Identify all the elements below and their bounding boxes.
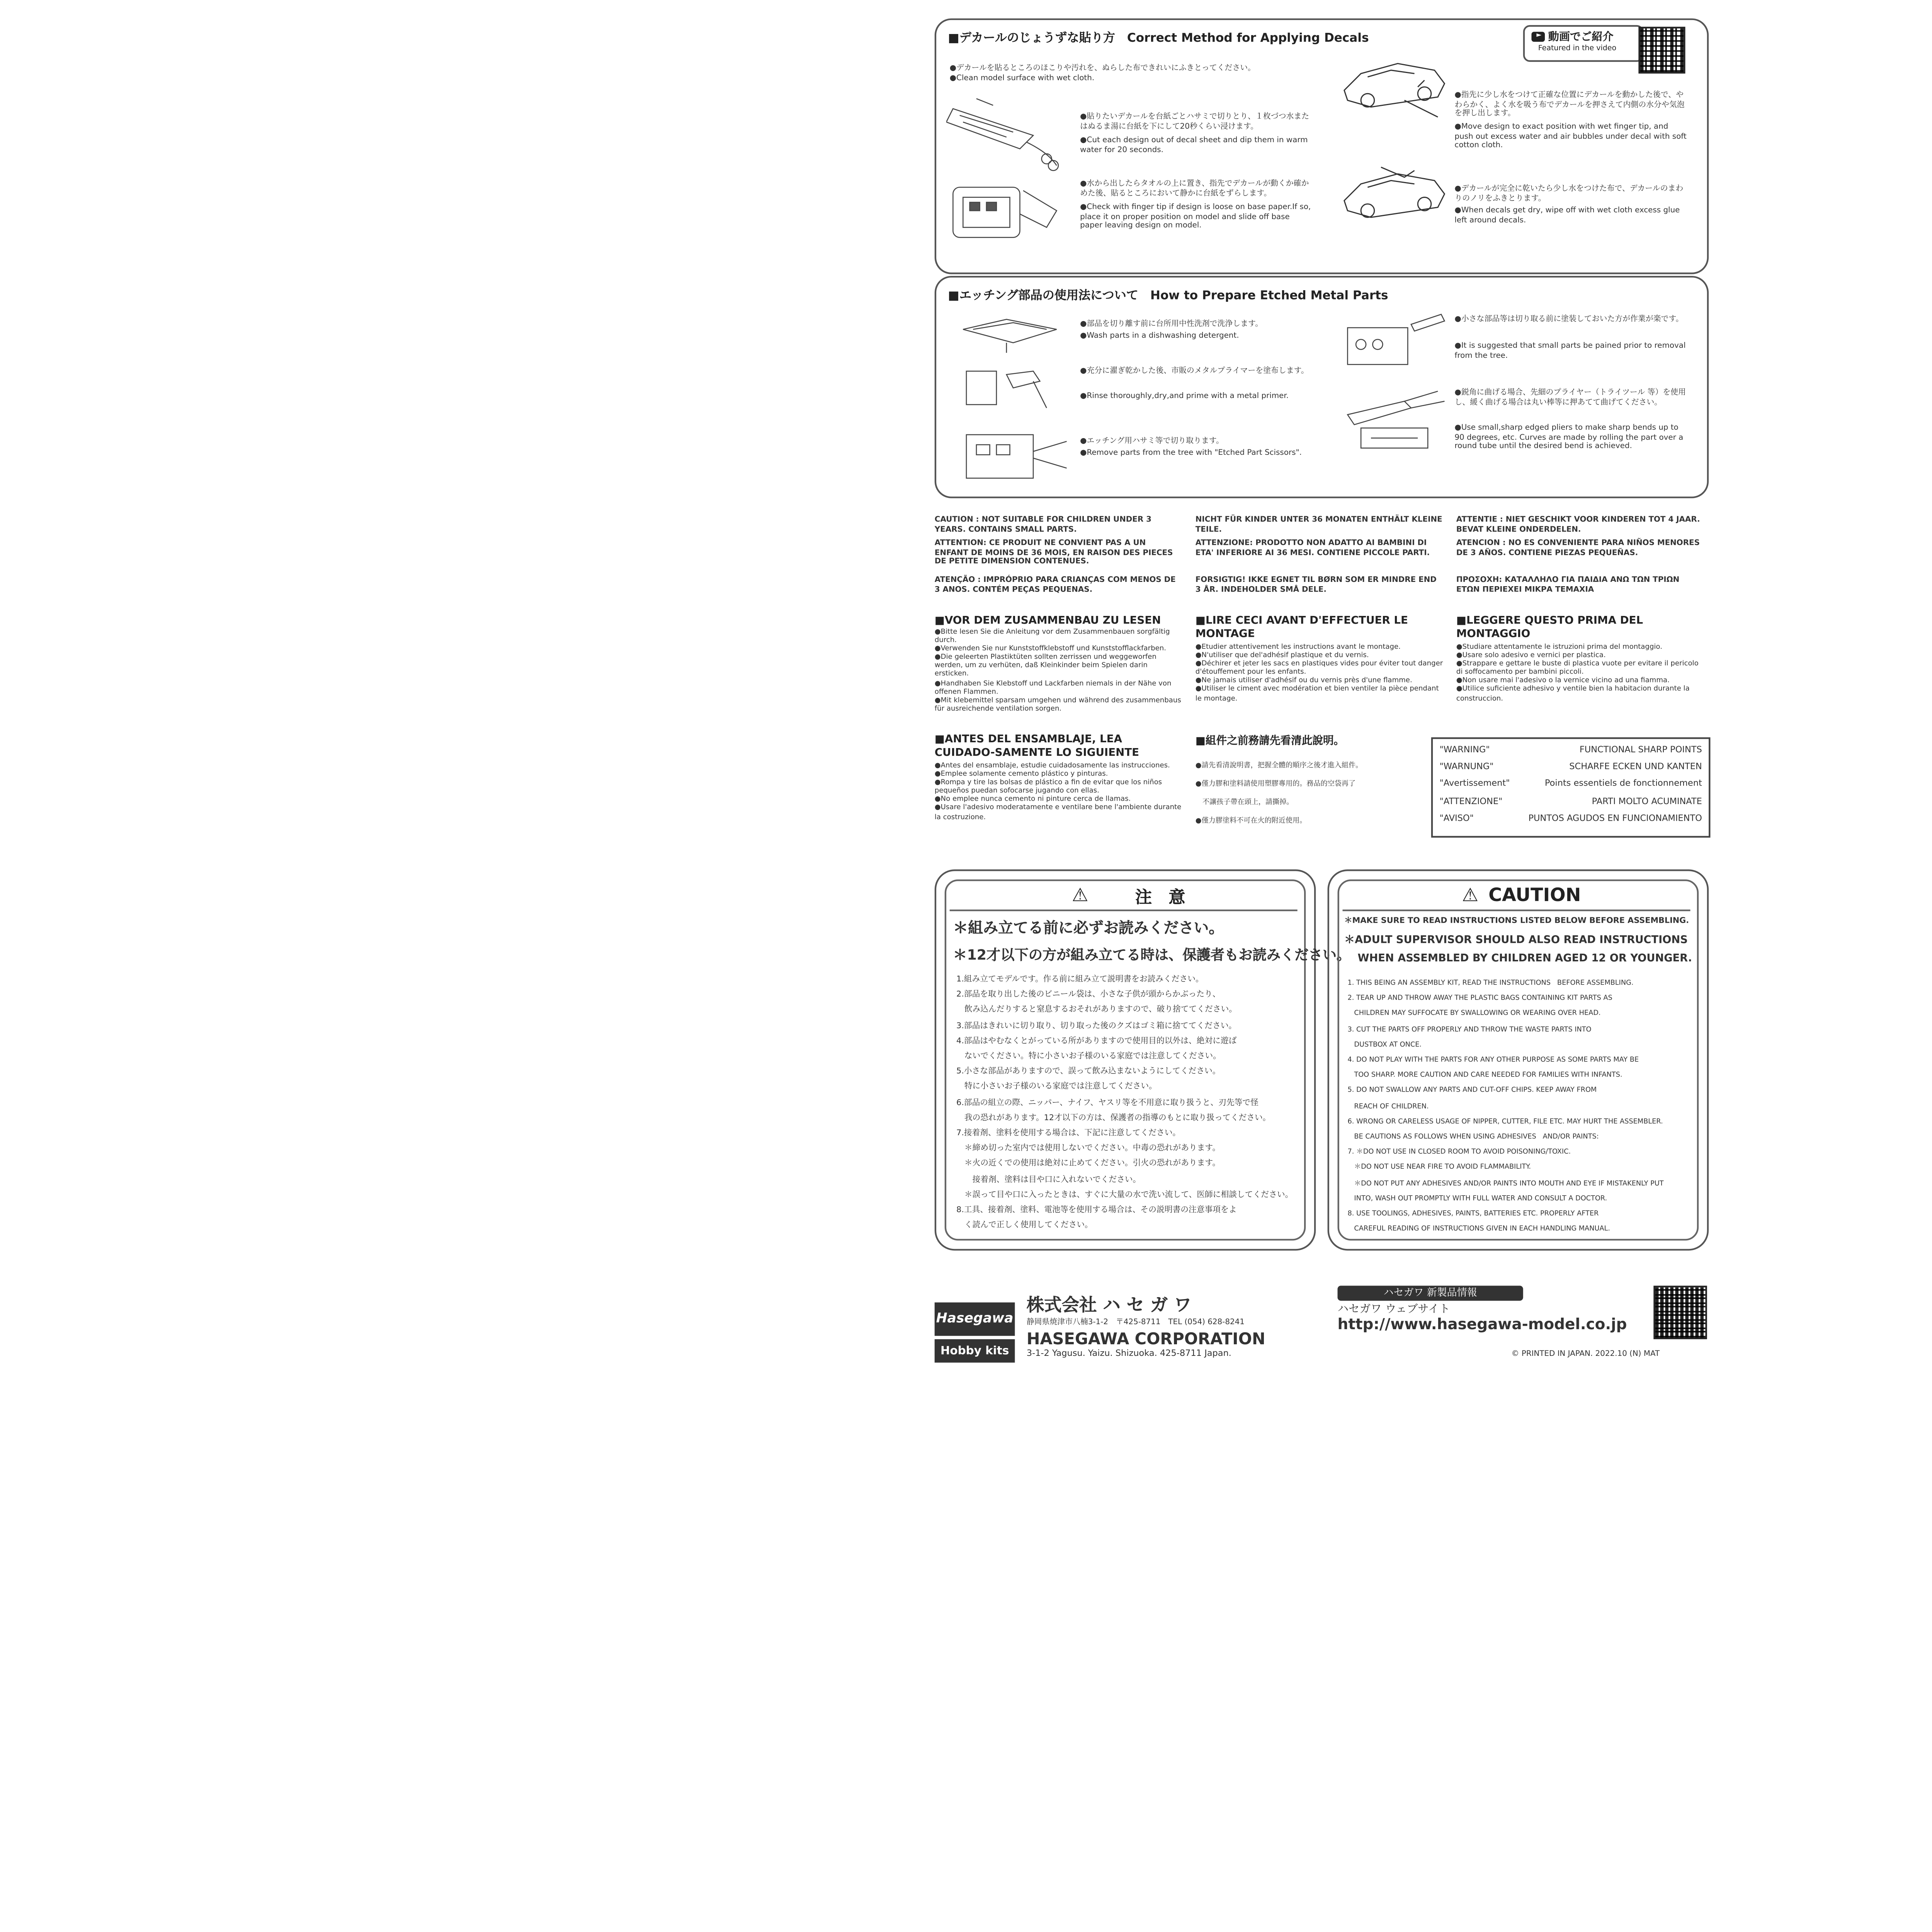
printed-info: © PRINTED IN JAPAN. 2022.10 (N) MAT <box>1511 1351 1660 1359</box>
list-item: 1. THIS BEING AN ASSEMBLY KIT, READ THE INSTRUCTIONS BEFORE ASSEMBLING. <box>1347 978 1634 986</box>
lang-fr-body: ●Etudier attentivement les instructions avant le montage. ●N'utiliser que del'adhésif plastique et du vernis. ●Déchirer et jeter les sacs en plastiques vides pour éviter tout danger d'étouffement pour les enfants. ●Ne jamais utiliser d'adhésif ou du vernis près d'une flamme. ●Utiliser le ciment avec modération et bien ventiler la pièce pendant le montage. <box>1195 642 1443 702</box>
lang-zh-body: ●請先看清說明書，把握全體的順序之後才進入組件。 ●僅力膠和塗料請使用塑膠專用的。務品的空袋再了 不讓孩子帶在頭上，請撕掉。 ●僅力膠塗料不可在火的附近使用。 <box>1195 760 1363 825</box>
warning-text: PARTI MOLTO ACUMINATE <box>1592 797 1702 807</box>
decal-step5-en: ●When decals get dry, wipe off with wet cloth excess glue left around decals. <box>1454 207 1680 225</box>
play-triangle-icon <box>1536 34 1541 37</box>
website-label: ハセガワ ウェブサイト <box>1337 1302 1450 1316</box>
decal-step2-en: ●Cut each design out of decal sheet and dip them in warm water for 20 seconds. <box>1080 137 1308 155</box>
warning-label: "Avertissement" <box>1439 780 1510 790</box>
caution-triangle-icon: ⚠ <box>1462 883 1479 906</box>
list-item: DUSTBOX AT ONCE. <box>1347 1039 1422 1048</box>
warning-text: FUNCTIONAL SHARP POINTS <box>1579 745 1702 756</box>
etched-s3-en: ●Remove parts from the tree with "Etched Part Scissors". <box>1080 449 1302 458</box>
decal-step5-jp: ●デカールが完全に乾いたら少し水をつけた布で、デカールのまわりのノリをふきとります。 <box>1454 185 1684 204</box>
warning-label: "WARNING" <box>1439 745 1490 756</box>
list-item: 3. CUT THE PARTS OFF PROPERLY AND THROW THE WASTE PARTS INTO <box>1347 1024 1592 1033</box>
list-item: 飲み込んだりすると窒息するおそれがありますので、破り捨ててください。 <box>956 1007 1237 1016</box>
caution-el: ΠΡΟΣΟΧΗ: ΚΑΤΑΛΛΗΛΟ ΓΙΑ ΠΑΙΔΙΑ ΑΝΩ ΤΩΝ ΤΡΙΩΝ ΕΤΩΝ ΠΕΡΙΕΧΕΙ ΜΙΚΡΑ ΤΕΜΑΧΙΑ <box>1456 577 1680 595</box>
website-qr-code[interactable] <box>1653 1286 1707 1339</box>
jp-caution-list <box>956 973 1299 1235</box>
list-item: BE CAUTIONS AS FOLLOWS WHEN USING ADHESIVES AND/OR PAINTS: <box>1347 1132 1599 1141</box>
warning-triangle-icon: ⚠ <box>1071 883 1088 906</box>
warning-row <box>1439 742 1702 759</box>
jp-caution-header <box>1003 881 1254 908</box>
video-sub: Featured in the video <box>1538 45 1617 54</box>
caution-fr: ATTENTION: CE PRODUIT NE CONVIENT PAS A UN ENFANT DE MOINS DE 36 MOIS, EN RAISON DES PIECES DE PETITE DIMENSION CONTENUES. <box>934 540 1173 567</box>
list-item: 6. WRONG OR CARELESS USAGE OF NIPPER, CUTTER, FILE ETC. MAY HURT THE ASSEMBLER. <box>1347 1116 1663 1125</box>
etched-illustration-spray <box>956 358 1073 415</box>
list-item: TOO SHARP. MORE CAUTION AND CARE NEEDED FOR FAMILIES WITH INFANTS. <box>1347 1070 1622 1079</box>
warning-text: SCHARFE ECKEN UND KANTEN <box>1569 762 1702 773</box>
en-caution-list <box>1347 975 1690 1236</box>
logo-top: Hasegawa <box>935 1303 1015 1336</box>
etched-s3-jp: ●エッチング用ハサミ等で切り取ります。 <box>1080 438 1224 447</box>
warning-row <box>1439 794 1702 811</box>
warning-row <box>1439 811 1702 828</box>
list-item: 7.接着剤、塗料を使用する場合は、下記に注意してください。 <box>956 1130 1181 1139</box>
caution-en: CAUTION : NOT SUITABLE FOR CHILDREN UNDER 3 YEARS. CONTAINS SMALL PARTS. <box>934 517 1151 534</box>
etched-s4-en: ●It is suggested that small parts be pained prior to removal from the tree. <box>1454 343 1686 361</box>
list-item: 2. TEAR UP AND THROW AWAY THE PLASTIC BAGS CONTAINING KIT PARTS AS <box>1347 993 1612 1002</box>
decal-title: ■デカールのじょうずな貼り方 Correct Method for Applying Decals <box>948 30 1369 45</box>
warning-row <box>1439 759 1702 776</box>
list-item: く読んで正しく使用してください。 <box>956 1223 1093 1231</box>
list-item: 1.組み立てモデルです。作る前に組み立て説明書をお読みください。 <box>956 976 1204 985</box>
lang-zh-title: ■組件之前務請先看清此說明。 <box>1195 734 1345 748</box>
jp-caution-lead2: ＊12才以下の方が組み立てる時は、保護者もお読みください。 <box>953 946 1351 963</box>
en-caution-lead3: WHEN ASSEMBLED BY CHILDREN AGED 12 OR YOUNGER. <box>1357 953 1692 965</box>
list-item: 7. ＊DO NOT USE IN CLOSED ROOM TO AVOID POISONING/TOXIC. <box>1347 1147 1571 1156</box>
list-item: 3.部品はきれいに切り取り、切り取った後のクズはゴミ箱に捨ててください。 <box>956 1022 1237 1031</box>
company-name-jp: 株式会社 ハ セ ガ ワ <box>1026 1296 1192 1316</box>
list-item: 接着剤、塗料は目や口に入れないでください。 <box>956 1176 1141 1185</box>
list-item: ＊締め切った室内では使用しないでください。中毒の恐れがあります。 <box>956 1145 1221 1154</box>
list-item: 4.部品はやむなくとがっている所がありますので使用目的以外は、絶対に遊ば <box>956 1038 1237 1046</box>
sharp-points-warning <box>1431 737 1711 838</box>
list-item: REACH OF CHILDREN. <box>1347 1101 1429 1110</box>
list-item: 6.部品の組立の際、ニッパー、ナイフ、ヤスリ等を不用意に取り扱うと、刃先等で怪 <box>956 1099 1259 1108</box>
lang-es-body: ●Antes del ensamblaje, estudie cuidadosamente las instrucciones. ●Emplee solamente cemento plástico y pinturas. ●Rompa y tire las bolsas de plástico a fin de evitar que los niños pequeños puedan sofocarse jugando con ellas. ●No emplee nunca cemento ni pinture cerca de llamas. ●Usare l'adesivo moderatamente e ventilare bene l'ambiente durante la costruzione. <box>934 760 1182 820</box>
list-item: 4. DO NOT PLAY WITH THE PARTS FOR ANY OTHER PURPOSE AS SOME PARTS MAY BE <box>1347 1055 1639 1063</box>
lang-it-title: ■LEGGERE QUESTO PRIMA DEL MONTAGGIO <box>1456 613 1643 641</box>
lang-de-title: ■VOR DEM ZUSAMMENBAU ZU LESEN <box>934 613 1161 627</box>
en-caution-header <box>1388 881 1655 908</box>
etched-s1-jp: ●部品を切り離す前に台所用中性洗剤で洗浄します。 <box>1080 321 1263 330</box>
etched-s2-en: ●Rinse thoroughly,dry,and prime with a metal primer. <box>1080 393 1289 401</box>
en-caution-lead2: ＊ADULT SUPERVISOR SHOULD ALSO READ INSTRUCTIONS <box>1344 934 1688 947</box>
decal-step3-jp: ●水から出したらタオルの上に置き、指先でデカールが動くか確かめた後、貼るところにおいて静かに台紙をずらします。 <box>1080 180 1309 199</box>
caution-it: ATTENZIONE: PRODOTTO NON ADATTO AI BAMBINI DI ETA' INFERIORE AI 36 MESI. CONTIENE PICCOLE PARTI. <box>1195 540 1430 558</box>
list-item: 特に小さいお子様のいる家庭では注意してください。 <box>956 1084 1157 1093</box>
decal-step2-jp: ●貼りたいデカールを台紙ごとハサミで切りとり、１枚づつ水またはぬるま湯に台紙を下にして20秒くらい浸けます。 <box>1080 114 1310 132</box>
list-item: 5.小さな部品がありますので、誤って飲み込まないようにしてください。 <box>956 1068 1221 1077</box>
en-caution-title: CAUTION <box>1488 883 1581 906</box>
etched-s2-jp: ●充分に濯ぎ乾かした後、市販のメタルプライマーを塗布します。 <box>1080 367 1309 376</box>
etched-s5-jp: ●鋭角に曲げる場合、先細のプライヤー（トライツール 等）を使用し、緩く曲げる場合は丸い棒等に押あてて曲げてください。 <box>1454 389 1686 408</box>
etched-s1-en: ●Wash parts in a dishwashing detergent. <box>1080 333 1239 341</box>
lang-es-title: ■ANTES DEL ENSAMBLAJE, LEA CUIDADO-SAMENTE LO SIGUIENTE <box>934 732 1139 759</box>
etched-illustration-cut <box>956 425 1073 485</box>
address-en: 3-1-2 Yagusu. Yaizu. Shizuoka. 425-8711 Japan. <box>1026 1349 1231 1359</box>
warning-text: Points essentiels de fonctionnement <box>1544 780 1702 790</box>
warning-label: "ATTENZIONE" <box>1439 797 1503 807</box>
decal-step4-en: ●Move design to exact position with wet finger tip, and push out excess water and air bubbles under decal with soft cotton cloth. <box>1454 124 1687 151</box>
list-item: ＊火の近くでの使用は絶対に止めてください。引火の恐れがあります。 <box>956 1161 1221 1170</box>
list-item: ＊DO NOT PUT ANY ADHESIVES AND/OR PAINTS INTO MOUTH AND EYE IF MISTAKENLY PUT <box>1347 1178 1664 1187</box>
hasegawa-logo[interactable] <box>935 1303 1015 1364</box>
etched-s4-jp: ●小さな部品等は切り取る前に塗装しておいた方が作業が楽です。 <box>1454 316 1684 325</box>
warning-label: "AVISO" <box>1439 814 1474 824</box>
list-item: ないでください。特に小さいお子様のいる家庭では注意してください。 <box>956 1053 1221 1062</box>
list-item: CHILDREN MAY SUFFOCATE BY SWALLOWING OR WEARING OVER HEAD. <box>1347 1009 1601 1017</box>
decal-step1-en: ●Clean model surface with wet cloth. <box>949 75 1095 84</box>
caution-pt: ATENÇÃO : IMPRÓPRIO PARA CRIANÇAS COM MENOS DE 3 ANOS. CONTÉM PEÇAS PEQUENAS. <box>934 577 1176 595</box>
car-illustration-bottom <box>1338 160 1451 231</box>
decal-step3-en: ●Check with finger tip if design is loose on base paper.If so, place it on proper position on model and slide off base paper leaving design on model. <box>1080 204 1311 231</box>
decal-step1-jp: ●デカールを貼るところのほこりや汚れを、ぬらした布できれいにふきとってください。 <box>949 65 1256 74</box>
list-item: 5. DO NOT SWALLOW ANY PARTS AND CUT-OFF CHIPS. KEEP AWAY FROM <box>1347 1085 1597 1094</box>
caution-es: ATENCION : NO ES CONVENIENTE PARA NIÑOS MENORES DE 3 AÑOS. CONTIENE PIEZAS PEQUEÑAS. <box>1456 540 1700 558</box>
new-products-badge: ハセガワ 新製品情報 <box>1338 1286 1523 1301</box>
logo-bottom: Hobby kits <box>935 1339 1015 1363</box>
video-qr-code[interactable] <box>1638 27 1685 73</box>
decal-illustration-tray <box>946 177 1063 248</box>
lang-it-body: ●Studiare attentamente le istruzioni prima del montaggio. ●Usare solo adesivo e vernici per plastica. ●Strappare e gettare le buste di plastica vuote per evitare il pericolo di soffocamento per bambini piccoli. ●Non usare mai l'adesivo o la vernice vicino ad una fiamma. ●Utilice suficiente adhesivo y ventile bien la habitacion durante la construccion. <box>1456 642 1699 702</box>
list-item: ＊DO NOT USE NEAR FIRE TO AVOID FLAMMABILITY. <box>1347 1163 1531 1171</box>
caution-nl: ATTENTIE : NIET GESCHIKT VOOR KINDEREN TOT 4 JAAR. BEVAT KLEINE ONDERDELEN. <box>1456 517 1700 534</box>
list-item: 8.工具、接着剤、塗料、電池等を使用する場合は、その説明書の注意事項をよ <box>956 1207 1237 1216</box>
website-url[interactable]: http://www.hasegawa-model.co.jp <box>1337 1317 1627 1334</box>
jp-caution-title: 注 意 <box>1135 888 1185 907</box>
list-item: 2.部品を取り出した後のビニール袋は、小さな子供が頭からかぶったり、 <box>956 992 1221 1000</box>
caution-da: FORSIGTIG! IKKE EGNET TIL BØRN SOM ER MINDRE END 3 ÅR. INDEHOLDER SMÅ DELE. <box>1195 577 1437 595</box>
warning-label: "WARNUNG" <box>1439 762 1494 773</box>
etched-title: ■エッチング部品の使用法について How to Prepare Etched Metal Parts <box>948 287 1388 303</box>
warning-text: PUNTOS AGUDOS EN FUNCIONAMIENTO <box>1528 814 1702 824</box>
address-jp: 静岡県焼津市八楠3-1-2 〒425-8711 TEL (054) 628-8241 <box>1026 1319 1245 1328</box>
etched-illustration-pliers <box>1338 388 1451 458</box>
en-caution-divider <box>1343 910 1690 911</box>
decal-illustration-sheet <box>946 92 1063 172</box>
video-badge[interactable] <box>1523 25 1644 62</box>
jp-caution-lead1: ＊組み立てる前に必ずお読みください。 <box>953 921 1224 938</box>
video-label: 動画でご紹介 <box>1548 30 1614 44</box>
company-name-en: HASEGAWA CORPORATION <box>1026 1331 1265 1349</box>
list-item: 8. USE TOOLINGS, ADHESIVES, PAINTS, BATTERIES ETC. PROPERLY AFTER <box>1347 1209 1599 1218</box>
lang-fr-title: ■LIRE CECI AVANT D'EFFECTUER LE MONTAGE <box>1195 613 1408 641</box>
en-caution-lead1: ＊MAKE SURE TO READ INSTRUCTIONS LISTED BELOW BEFORE ASSEMBLING. <box>1344 918 1689 927</box>
jp-caution-divider <box>950 910 1298 911</box>
warning-row <box>1439 776 1702 793</box>
caution-de: NICHT FÜR KINDER UNTER 36 MONATEN ENTHÄLT KLEINE TEILE. <box>1195 517 1442 534</box>
etched-s5-en: ●Use small,sharp edged pliers to make sharp bends up to 90 degrees, etc. Curves are made by rolling the part over a round tube until the desired bend is achieved. <box>1454 425 1684 452</box>
decal-step4-jp: ●指先に少し水をつけて正確な位置にデカールを動かした後で、やわらかく、よく水を吸う布でデカールを押さえて内側の水分や気泡を押し出します。 <box>1454 92 1685 119</box>
list-item: 我の恐れがあります。12才以下の方は、保護者の指導のもとに取り扱ってください。 <box>956 1115 1271 1123</box>
list-item: CAREFUL READING OF INSTRUCTIONS GIVEN IN EACH HANDLING MANUAL. <box>1347 1224 1611 1233</box>
etched-illustration-paint <box>1338 311 1451 378</box>
list-item: ＊誤って目や口に入ったときは、すぐに大量の水で洗い流して、医師に相談してください。 <box>956 1192 1293 1201</box>
etched-illustration-wash <box>956 309 1073 356</box>
lang-de-body: ●Bitte lesen Sie die Anleitung vor dem Zusammenbauen sorgfältig durch. ●Verwenden Sie nur Kunststoffklebstoff und Kunststofflackfarben. ●Die geleerten Plastiktüten sollten zerrissen und weggeworfen werden, um zu verhüten, daß Kleinkinder beim Spielen darin ersticken. ●Handhaben Sie Klebstoff und Lackfarben niemals in der Nähe von offenen Flammen. ●Mit klebemittel sparsam umgehen und während des zusammenbaus für ausreichende ventilation sorgen. <box>934 627 1181 712</box>
car-illustration-top <box>1338 50 1451 121</box>
list-item: INTO, WASH OUT PROMPTLY WITH FULL WATER AND CONSULT A DOCTOR. <box>1347 1193 1607 1202</box>
